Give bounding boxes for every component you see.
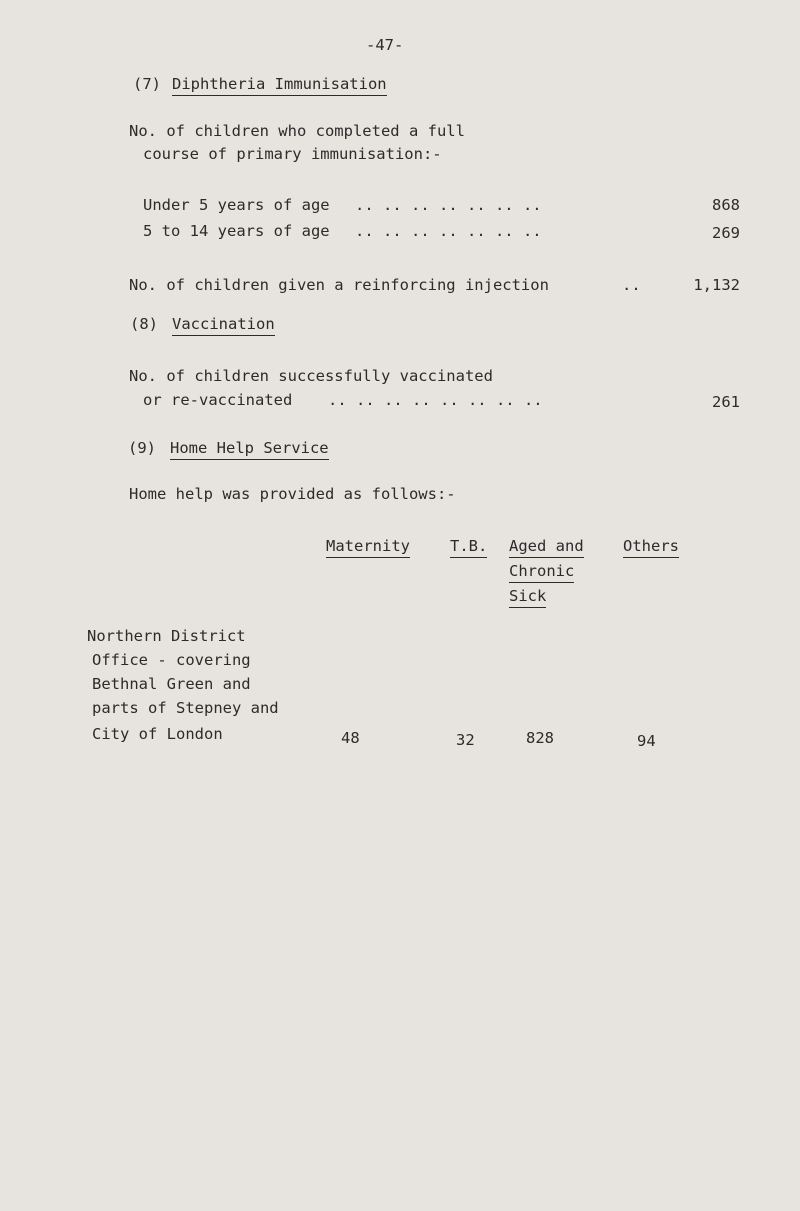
reinforcing-label: No. of children given a reinforcing injection: [129, 276, 549, 294]
column-header-maternity: Maternity: [326, 536, 410, 558]
section-heading: Vaccination: [172, 314, 275, 336]
value-tb: 32: [456, 731, 475, 749]
value-aged: 828: [526, 729, 554, 747]
section-number: (8): [130, 315, 158, 333]
column-header-others: Others: [623, 536, 679, 558]
value-maternity: 48: [341, 729, 360, 747]
row-label: 5 to 14 years of age: [143, 222, 330, 240]
vaccination-value: 261: [712, 393, 740, 411]
vaccination-line: No. of children successfully vaccinated: [129, 367, 493, 385]
column-header-tb: T.B.: [450, 536, 487, 558]
value-others: 94: [637, 732, 656, 750]
column-header-aged: Sick: [509, 586, 546, 608]
section-number: (9): [128, 439, 156, 457]
district-line: Northern District: [87, 627, 246, 645]
district-line: City of London: [92, 725, 223, 743]
section-heading: Home Help Service: [170, 438, 329, 460]
leader-dots: .. .. .. .. .. .. ..: [355, 222, 542, 240]
page-number: -47-: [366, 36, 404, 54]
row-value: 868: [712, 196, 740, 214]
column-header-aged: Aged and: [509, 536, 584, 558]
leader-dots: ..: [622, 276, 641, 294]
intro-line: No. of children who completed a full: [129, 122, 465, 140]
row-value: 269: [712, 224, 740, 242]
district-line: Office - covering: [92, 651, 251, 669]
leader-dots: .. .. .. .. .. .. ..: [355, 196, 542, 214]
row-label: Under 5 years of age: [143, 196, 330, 214]
intro-line: course of primary immunisation:-: [143, 145, 442, 163]
reinforcing-value: 1,132: [693, 276, 740, 294]
home-help-intro: Home help was provided as follows:-: [129, 485, 456, 503]
leader-dots: .. .. .. .. .. .. .. ..: [328, 391, 543, 409]
column-header-aged: Chronic: [509, 561, 574, 583]
district-line: Bethnal Green and: [92, 675, 251, 693]
section-number: (7): [133, 75, 161, 93]
vaccination-line: or re-vaccinated: [143, 391, 293, 409]
district-line: parts of Stepney and: [92, 699, 279, 717]
section-heading: Diphtheria Immunisation: [172, 74, 387, 96]
